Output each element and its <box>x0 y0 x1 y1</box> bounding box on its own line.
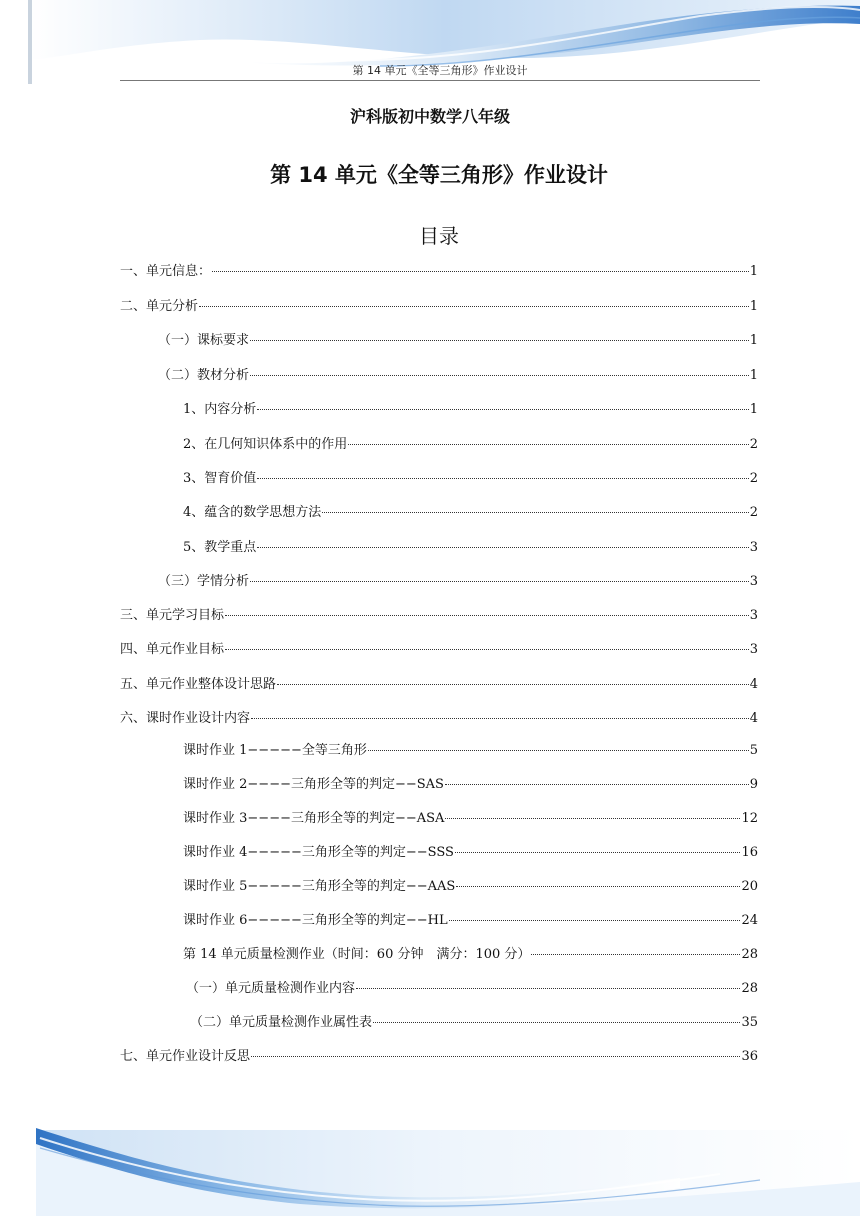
toc-entry[interactable] <box>183 945 758 965</box>
running-header-title: 第 14 单元《全等三角形》作业设计 <box>352 64 528 77</box>
toc-dot-leader <box>257 409 748 410</box>
toc-entry-page: 28 <box>741 947 758 962</box>
toc-entry-label: （三）学情分析 <box>158 574 250 589</box>
toc-entry[interactable] <box>183 435 758 455</box>
toc-dot-leader <box>445 784 749 785</box>
toc-dot-leader <box>277 684 749 685</box>
toc-entry-label: （二）单元质量检测作业属性表 <box>190 1015 373 1030</box>
toc-entry-label: 六、课时作业设计内容 <box>120 711 251 726</box>
toc-entry-page: 1 <box>749 402 758 417</box>
toc-entry-page: 9 <box>749 777 758 792</box>
toc-dot-leader <box>455 852 741 853</box>
toc-entry-label: 1、内容分析 <box>183 402 257 417</box>
toc-dot-leader <box>456 886 740 887</box>
toc-entry-page: 3 <box>749 642 758 657</box>
toc-dot-leader <box>322 512 748 513</box>
toc-entry-label: 3、智育价值 <box>183 471 257 486</box>
toc-entry-label: 4、蕴含的数学思想方法 <box>183 505 322 520</box>
toc-dot-leader <box>257 547 748 548</box>
toc-entry-label: 2、在几何知识体系中的作用 <box>183 437 348 452</box>
toc-entry[interactable] <box>120 640 758 660</box>
toc-dot-leader <box>445 818 740 819</box>
toc-entry-page: 2 <box>749 471 758 486</box>
toc-entry[interactable] <box>120 297 758 317</box>
toc-entry-label: 课时作业 3−−−−三角形全等的判定−−ASA <box>183 811 445 826</box>
toc-dot-leader <box>373 1022 740 1023</box>
toc-entry-page: 28 <box>741 981 758 996</box>
toc-entry-page: 3 <box>749 608 758 623</box>
toc-entry-label: 一、单元信息： <box>120 264 212 279</box>
toc-entry-page: 3 <box>749 574 758 589</box>
toc-entry-page: 2 <box>749 437 758 452</box>
toc-entry-label: （一）单元质量检测作业内容 <box>186 981 356 996</box>
toc-entry-page: 4 <box>749 677 758 692</box>
toc-entry-page: 35 <box>741 1015 758 1030</box>
document-title: 第 14 单元《全等三角形》作业设计 <box>270 163 608 187</box>
toc-entry[interactable] <box>186 979 758 999</box>
toc-dot-leader <box>251 1056 740 1057</box>
toc-entry-page: 36 <box>741 1049 758 1064</box>
toc-entry[interactable] <box>183 400 758 420</box>
toc-dot-leader <box>257 478 748 479</box>
toc-entry-label: 课时作业 4−−−−−三角形全等的判定−−SSS <box>183 845 454 860</box>
toc-dot-leader <box>199 306 749 307</box>
toc-dot-leader <box>251 718 749 719</box>
toc-entry-label: 课时作业 6−−−−−三角形全等的判定−−HL <box>183 913 448 928</box>
toc-dot-leader <box>250 375 749 376</box>
toc-entry[interactable] <box>120 709 758 729</box>
toc-entry-label: 课时作业 5−−−−−三角形全等的判定−−AAS <box>183 879 456 894</box>
toc-entry-label: 二、单元分析 <box>120 299 199 314</box>
toc-dot-leader <box>212 271 749 272</box>
toc-entry[interactable] <box>183 741 758 761</box>
toc-entry-page: 4 <box>749 711 758 726</box>
toc-entry[interactable] <box>120 262 758 282</box>
toc-dot-leader <box>225 615 749 616</box>
toc-entry-label: 课时作业 1−−−−−全等三角形 <box>183 743 367 758</box>
toc-entry-label: 课时作业 2−−−−三角形全等的判定−−SAS <box>183 777 444 792</box>
toc-entry-page: 20 <box>741 879 758 894</box>
toc-entry[interactable] <box>183 911 758 931</box>
toc-entry[interactable] <box>190 1013 758 1033</box>
toc-entry[interactable] <box>158 572 758 592</box>
toc-dot-leader <box>250 581 749 582</box>
toc-entry-label: 七、单元作业设计反思 <box>120 1049 251 1064</box>
toc-entry-page: 1 <box>749 299 758 314</box>
toc-entry[interactable] <box>183 538 758 558</box>
toc-entry[interactable] <box>158 366 758 386</box>
toc-dot-leader <box>250 340 749 341</box>
toc-entry[interactable] <box>120 675 758 695</box>
toc-entry-page: 16 <box>741 845 758 860</box>
toc-entry-label: 五、单元作业整体设计思路 <box>120 677 277 692</box>
toc-entry[interactable] <box>158 331 758 351</box>
toc-entry-page: 5 <box>749 743 758 758</box>
toc-entry[interactable] <box>120 606 758 626</box>
toc-entry-page: 24 <box>741 913 758 928</box>
toc-dot-leader <box>449 920 741 921</box>
footer-wave-decoration <box>0 1122 860 1216</box>
toc-entry-label: （一）课标要求 <box>158 333 250 348</box>
toc-entry-label: 5、教学重点 <box>183 540 257 555</box>
toc-entry-label: 四、单元作业目标 <box>120 642 225 657</box>
toc-heading: 目录 <box>419 224 459 248</box>
toc-entry-label: 第 14 单元质量检测作业（时间：60 分钟 满分：100 分） <box>183 947 531 962</box>
toc-dot-leader <box>348 444 748 445</box>
toc-entry[interactable] <box>183 775 758 795</box>
toc-entry-label: （二）教材分析 <box>158 368 250 383</box>
toc-dot-leader <box>531 954 740 955</box>
toc-entry[interactable] <box>183 809 758 829</box>
header-rule <box>120 80 760 81</box>
toc-entry[interactable] <box>183 877 758 897</box>
header-left-bar <box>28 0 32 84</box>
toc-entry[interactable] <box>183 469 758 489</box>
document-subtitle: 沪科版初中数学八年级 <box>349 107 510 126</box>
toc-entry-label: 三、单元学习目标 <box>120 608 225 623</box>
toc-entry[interactable] <box>183 843 758 863</box>
toc-entry-page: 1 <box>749 368 758 383</box>
toc-entry-page: 1 <box>749 333 758 348</box>
toc-entry-page: 2 <box>749 505 758 520</box>
toc-dot-leader <box>368 750 749 751</box>
toc-entry-page: 12 <box>741 811 758 826</box>
toc-dot-leader <box>356 988 740 989</box>
toc-dot-leader <box>225 649 749 650</box>
toc-entry[interactable] <box>120 1047 758 1067</box>
toc-entry[interactable] <box>183 503 758 523</box>
toc-entry-page: 1 <box>749 264 758 279</box>
toc-entry-page: 3 <box>749 540 758 555</box>
